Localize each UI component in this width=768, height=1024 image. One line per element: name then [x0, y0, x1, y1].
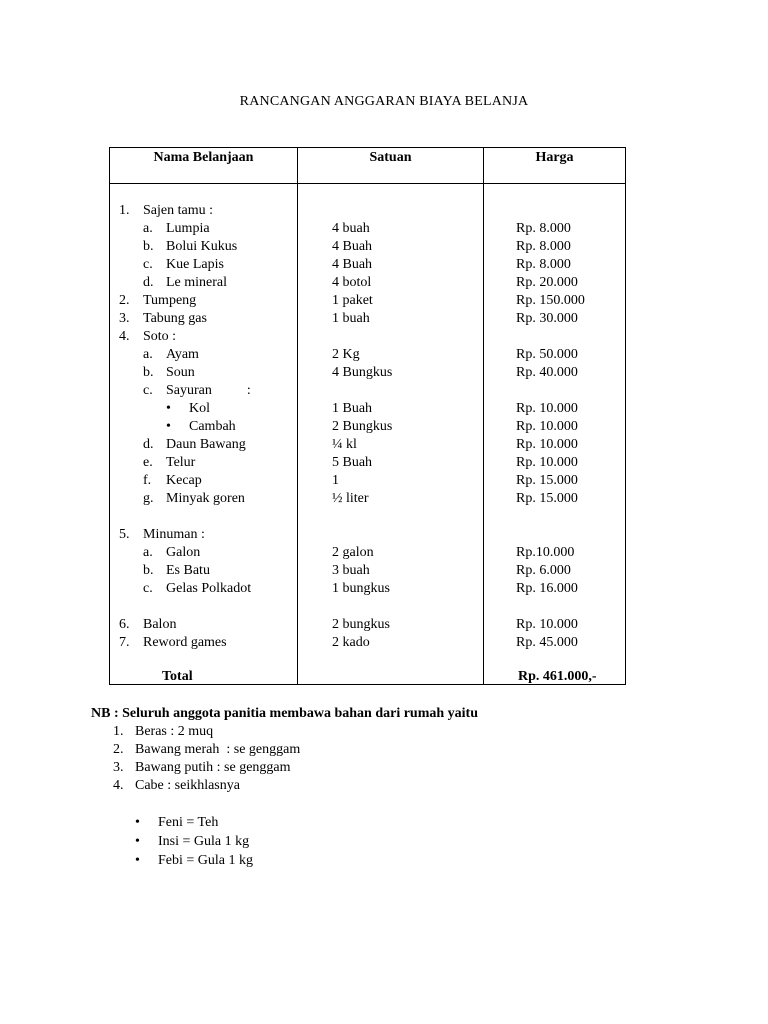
item-name: Kue Lapis — [166, 257, 224, 272]
item-price: Rp. 6.000 — [516, 563, 571, 578]
item-unit: 4 Buah — [332, 239, 373, 254]
total-value: Rp. 461.000,- — [518, 669, 597, 684]
item-name: Minyak goren — [166, 491, 245, 506]
list-marker: 5. — [119, 527, 130, 542]
nb-item-number: 1. — [113, 724, 124, 739]
item-unit: 1 bungkus — [332, 581, 390, 596]
item-unit: 2 kado — [332, 635, 370, 650]
item-price: Rp. 10.000 — [516, 617, 578, 632]
list-marker: a. — [143, 221, 153, 236]
list-marker: d. — [143, 437, 154, 452]
item-price: Rp. 8.000 — [516, 239, 571, 254]
nb-item-number: 4. — [113, 778, 124, 793]
header-divider — [110, 183, 625, 184]
document-title: RANCANGAN ANGGARAN BIAYA BELANJA — [239, 94, 529, 109]
list-marker: b. — [143, 563, 154, 578]
item-unit: 3 buah — [332, 563, 370, 578]
item-price: Rp. 10.000 — [516, 455, 578, 470]
header-satuan: Satuan — [369, 150, 412, 165]
item-name: Sayuran : — [166, 383, 251, 398]
item-unit: 4 botol — [332, 275, 372, 290]
item-price: Rp. 10.000 — [516, 437, 578, 452]
item-name: Kecap — [166, 473, 202, 488]
item-unit: ¼ kl — [332, 437, 357, 452]
item-unit: 4 Bungkus — [332, 365, 393, 380]
item-price: Rp. 16.000 — [516, 581, 578, 596]
list-marker: c. — [143, 257, 153, 272]
item-unit: 5 Buah — [332, 455, 373, 470]
nb-heading: NB : Seluruh anggota panitia membawa bahan dari rumah yaitu — [91, 706, 479, 721]
list-marker: e. — [143, 455, 153, 470]
item-name: Tumpeng — [143, 293, 197, 308]
bullet-marker: • — [166, 401, 171, 416]
list-marker: a. — [143, 347, 153, 362]
item-price: Rp. 10.000 — [516, 419, 578, 434]
list-marker: 3. — [119, 311, 130, 326]
item-name: Es Batu — [166, 563, 210, 578]
column-divider — [297, 148, 298, 684]
list-marker: c. — [143, 383, 153, 398]
item-price: Rp. 30.000 — [516, 311, 578, 326]
item-name: Kol — [189, 401, 210, 416]
list-marker: f. — [143, 473, 152, 488]
item-name: Minuman : — [143, 527, 205, 542]
item-unit: 1 Buah — [332, 401, 373, 416]
nb-item-text: Bawang putih : se genggam — [135, 760, 291, 775]
item-name: Telur — [166, 455, 196, 470]
item-unit: 2 Bungkus — [332, 419, 393, 434]
item-price: Rp. 45.000 — [516, 635, 578, 650]
item-price: Rp. 40.000 — [516, 365, 578, 380]
list-marker: b. — [143, 365, 154, 380]
total-label: Total — [162, 669, 193, 684]
nb-item-number: 3. — [113, 760, 124, 775]
item-unit: 4 Buah — [332, 257, 373, 272]
item-unit: 2 galon — [332, 545, 374, 560]
item-name: Daun Bawang — [166, 437, 246, 452]
column-divider — [483, 148, 484, 684]
bullet-marker: • — [135, 834, 140, 849]
item-name: Soun — [166, 365, 195, 380]
item-price: Rp. 8.000 — [516, 221, 571, 236]
item-name: Cambah — [189, 419, 236, 434]
item-unit: 1 buah — [332, 311, 370, 326]
bullet-marker: • — [135, 815, 140, 830]
nb-item-text: Beras : 2 muq — [135, 724, 214, 739]
item-name: Soto : — [143, 329, 177, 344]
item-price: Rp. 20.000 — [516, 275, 578, 290]
item-unit: 2 Kg — [332, 347, 360, 362]
list-marker: g. — [143, 491, 154, 506]
item-unit: ½ liter — [332, 491, 369, 506]
header-harga: Harga — [535, 150, 574, 165]
item-price: Rp. 15.000 — [516, 491, 578, 506]
item-name: Lumpia — [166, 221, 210, 236]
item-unit: 1 — [332, 473, 339, 488]
item-name: Sajen tamu : — [143, 203, 213, 218]
nb-item-text: Cabe : seikhlasnya — [135, 778, 240, 793]
list-marker: 7. — [119, 635, 130, 650]
item-unit: 2 bungkus — [332, 617, 390, 632]
bullet-marker: • — [135, 853, 140, 868]
bullet-marker: • — [166, 419, 171, 434]
item-name: Galon — [166, 545, 201, 560]
list-marker: 1. — [119, 203, 130, 218]
item-name: Tabung gas — [143, 311, 207, 326]
assignment-item: Insi = Gula 1 kg — [158, 834, 250, 849]
item-unit: 1 paket — [332, 293, 373, 308]
list-marker: 6. — [119, 617, 130, 632]
list-marker: 2. — [119, 293, 130, 308]
item-price: Rp. 8.000 — [516, 257, 571, 272]
item-price: Rp. 15.000 — [516, 473, 578, 488]
list-marker: a. — [143, 545, 153, 560]
assignment-item: Febi = Gula 1 kg — [158, 853, 253, 868]
nb-item-text: Bawang merah : se genggam — [135, 742, 301, 757]
item-price: Rp. 150.000 — [516, 293, 585, 308]
list-marker: c. — [143, 581, 153, 596]
item-price: Rp. 10.000 — [516, 401, 578, 416]
nb-item-number: 2. — [113, 742, 124, 757]
budget-table — [109, 147, 626, 685]
item-name: Bolui Kukus — [166, 239, 238, 254]
item-price: Rp.10.000 — [516, 545, 575, 560]
item-name: Reword games — [143, 635, 227, 650]
header-nama-belanjaan: Nama Belanjaan — [153, 150, 254, 165]
item-name: Ayam — [166, 347, 199, 362]
list-marker: b. — [143, 239, 154, 254]
item-unit: 4 buah — [332, 221, 370, 236]
list-marker: 4. — [119, 329, 130, 344]
list-marker: d. — [143, 275, 154, 290]
item-price: Rp. 50.000 — [516, 347, 578, 362]
assignment-item: Feni = Teh — [158, 815, 219, 830]
item-name: Le mineral — [166, 275, 228, 290]
item-name: Balon — [143, 617, 177, 632]
item-name: Gelas Polkadot — [166, 581, 252, 596]
